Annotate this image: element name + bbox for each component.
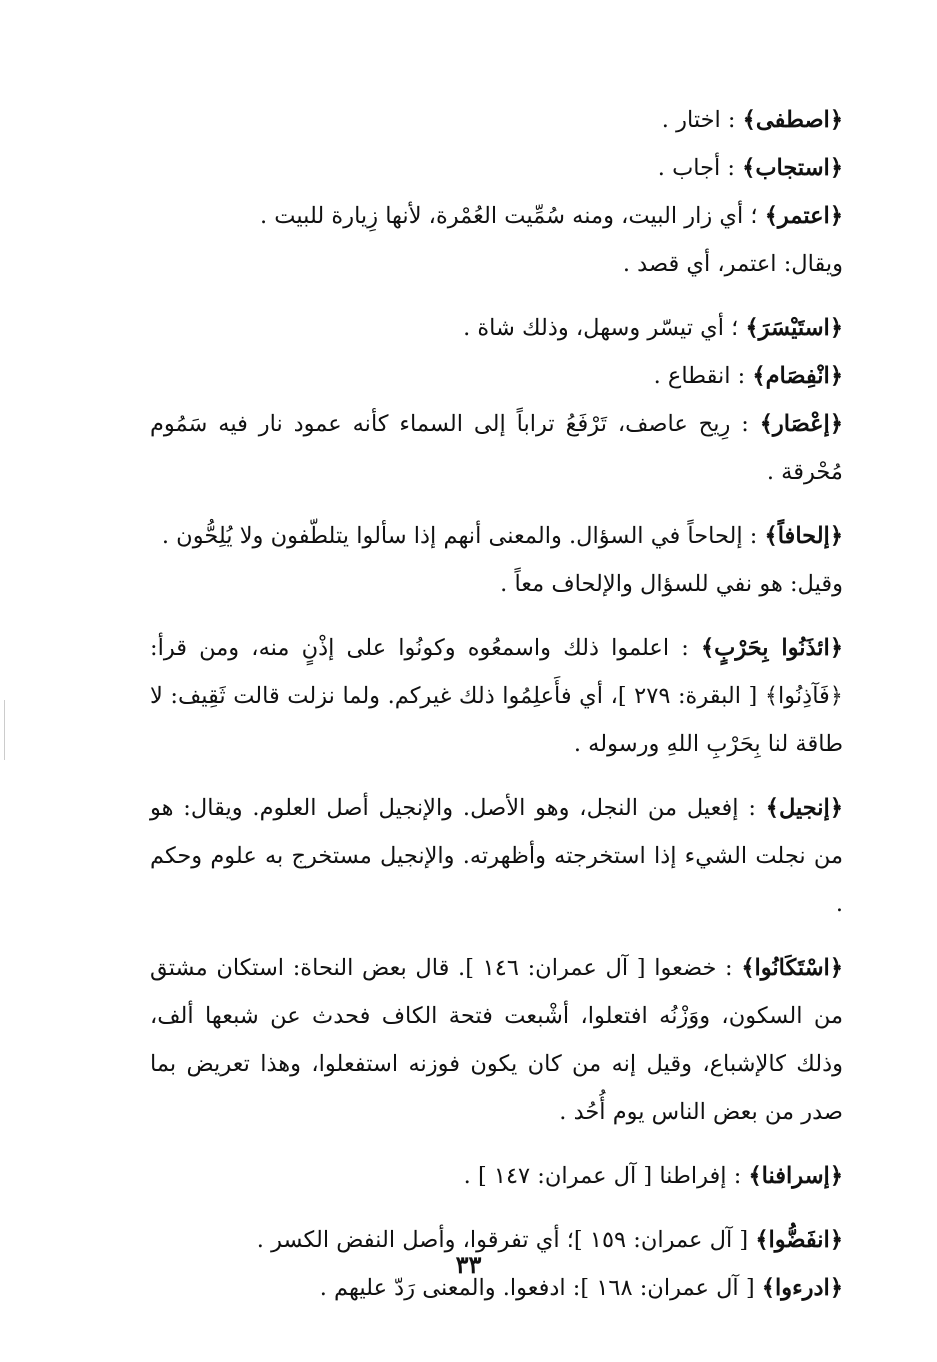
close-bracket-ornament: ﴾ <box>765 795 779 821</box>
glossary-entry <box>150 512 843 560</box>
open-bracket-ornament: ﴿ <box>829 635 843 661</box>
entry-keyword: انفَضُّوا <box>768 1227 830 1253</box>
close-bracket-ornament: ﴾ <box>755 1227 769 1253</box>
entry-definition: : انقطاع . <box>653 363 746 389</box>
close-bracket-ornament: ﴾ <box>748 1163 762 1189</box>
entry-keyword: إعْصَار <box>772 411 830 437</box>
entry-keyword: إسرافنا <box>761 1163 830 1189</box>
entry-keyword: اسْتَكَانُوا <box>754 955 830 981</box>
close-bracket-ornament: ﴾ <box>764 203 778 229</box>
close-bracket-ornament: ﴾ <box>761 1275 775 1301</box>
close-bracket-ornament: ﴾ <box>745 315 759 341</box>
open-bracket-ornament: ﴿ <box>829 523 843 549</box>
glossary-entry <box>150 144 843 192</box>
page-body <box>150 96 843 1312</box>
page-number: ٣٣ <box>455 1250 482 1279</box>
entry-keyword: استَيْسَرَ <box>758 315 830 341</box>
entry-keyword: استجاب <box>755 155 830 181</box>
glossary-entry <box>150 352 843 400</box>
entry-note: ويقال: اعتمر، أي قصد . <box>622 251 843 277</box>
close-bracket-ornament: ﴾ <box>764 523 778 549</box>
entry-definition: : اختار . <box>661 107 736 133</box>
entry-definition: : اعلموا ذلك واسمعُوه وكونُوا على إذْنٍ منه، ومن قرأ: ﴿فَآذِنُوا﴾ [ البقرة: ٢٧٩ ]، أي فأَعلِمُوا ذلك غيركم. ولما نزلت قالت ثَقِيف: لا طاقة لنا بِحَرْبِ اللهِ ورسوله . <box>150 635 843 757</box>
entry-keyword: إنجيل <box>778 795 830 821</box>
close-bracket-ornament: ﴾ <box>742 107 756 133</box>
open-bracket-ornament: ﴿ <box>829 203 843 229</box>
entry-note: وقيل: هو نفي للسؤال والإلحاف معاً . <box>500 571 843 597</box>
entry-keyword: إلحافاً <box>777 523 830 549</box>
entry-keyword: اعتمر <box>777 203 830 229</box>
close-bracket-ornament: ﴾ <box>752 363 766 389</box>
glossary-entry <box>150 624 843 768</box>
open-bracket-ornament: ﴿ <box>829 107 843 133</box>
entry-definition: : خضعوا [ آل عمران: ١٤٦ ]. قال بعض النحاة: استكان مشتق من السكون، ووَزْنُه افتعلوا، أشْبعت فتحة الكاف فحدث عن شبعها ألف، وذلك كالإشباع، وقيل إنه من كان يكون فوزنه استفعلوا، وهذا تعريض بما صدر من بعض الناس يوم أُحُد . <box>150 955 843 1125</box>
entry-definition: [ آل عمران: ١٥٩ ]؛ أي تفرقوا، وأصل النفض الكسر . <box>256 1227 749 1253</box>
open-bracket-ornament: ﴿ <box>829 411 843 437</box>
entry-definition: : إفعيل من النجل، وهو الأصل. والإنجيل أصل العلوم. ويقال: هو من نجلت الشيء إذا استخرجته وأظهرته. والإنجيل مستخرج به علوم وحكم . <box>150 795 843 917</box>
open-bracket-ornament: ﴿ <box>829 155 843 181</box>
glossary-entry <box>150 784 843 928</box>
glossary-entry <box>150 1152 843 1200</box>
entry-keyword: انْفِصَام <box>765 363 830 389</box>
open-bracket-ornament: ﴿ <box>829 795 843 821</box>
open-bracket-ornament: ﴿ <box>829 363 843 389</box>
entry-definition: : رِيح عاصف، تَرْفَعُ تراباً إلى السماء كأنه عمود نار فيه سَمُوم مُحْرقة . <box>150 411 843 485</box>
entry-definition: ؛ أي تيسّر وسهل، وذلك شاة . <box>463 315 739 341</box>
glossary-entry <box>150 304 843 352</box>
close-bracket-ornament: ﴾ <box>700 635 715 661</box>
open-bracket-ornament: ﴿ <box>829 1275 843 1301</box>
entry-definition: [ آل عمران: ١٦٨ ]: ادفعوا. والمعنى رَدّ عليهم . <box>319 1275 755 1301</box>
glossary-entry <box>150 96 843 144</box>
entry-definition: : أجاب . <box>657 155 735 181</box>
open-bracket-ornament: ﴿ <box>829 1227 843 1253</box>
glossary-entry <box>150 944 843 1136</box>
margin-mark <box>4 700 5 760</box>
close-bracket-ornament: ﴾ <box>759 411 773 437</box>
close-bracket-ornament: ﴾ <box>742 155 756 181</box>
entry-keyword: ادرءوا <box>774 1275 830 1301</box>
entry-keyword: ائذَنُوا بِحَرْبٍ <box>714 635 830 661</box>
entry-definition: : إفراطنا [ آل عمران: ١٤٧ ] . <box>463 1163 742 1189</box>
open-bracket-ornament: ﴿ <box>829 315 843 341</box>
glossary-entry <box>150 400 843 496</box>
open-bracket-ornament: ﴿ <box>829 1163 843 1189</box>
close-bracket-ornament: ﴾ <box>741 955 755 981</box>
open-bracket-ornament: ﴿ <box>829 955 843 981</box>
entry-definition: : إلحاحاً في السؤال. والمعنى أنهم إذا سألوا يتلطّفون ولا يُلِحُّون . <box>161 523 758 549</box>
glossary-entry <box>150 192 843 240</box>
entry-keyword: اصطفى <box>755 107 830 133</box>
entry-definition: ؛ أي زار البيت، ومنه سُمِّيت العُمْرة، لأنها زِيارة للبيت . <box>259 203 758 229</box>
